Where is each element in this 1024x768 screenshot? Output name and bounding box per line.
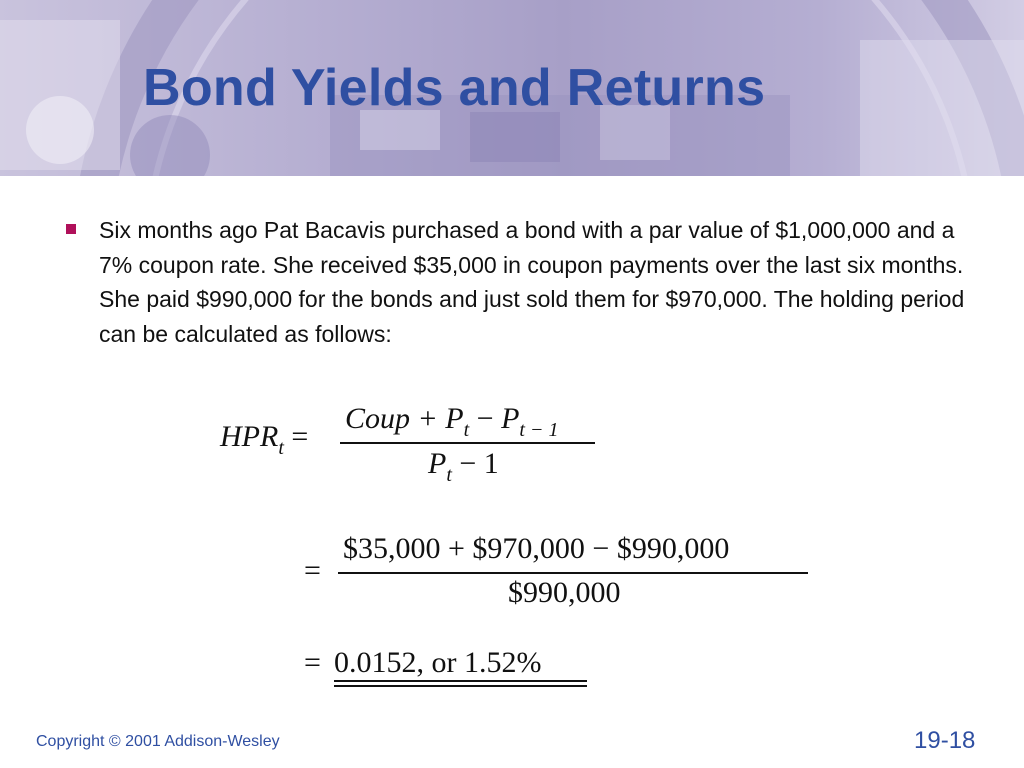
formula-lhs: $HPR_t$ = — [220, 420, 309, 459]
fraction-bar-2 — [338, 572, 808, 574]
formula-line3-equals: = — [304, 646, 321, 679]
formula-line2-numerator: $35,000 + $970,000 − $990,000 — [343, 532, 730, 565]
bullet-square-icon — [66, 224, 76, 234]
formula-result: 0.0152, or 1.52% — [334, 646, 542, 679]
result-underline-2 — [334, 685, 587, 687]
bullet-text: Six months ago Pat Bacavis purchased a bond with a par value of $1,000,000 and a 7% coupon rate. She received $35,000 in coupon payments over the last six months. She paid $990,000 for the bonds and just sold them for $970,000. The holding period can be calculated as follows: — [99, 217, 965, 347]
slide-title: Bond Yields and Returns — [143, 59, 766, 117]
footer-copyright: Copyright © 2001 Addison-Wesley — [36, 733, 280, 750]
formula-line1-numerator: Coup + $P_t - P_{t - 1}$ — [345, 402, 559, 441]
formula-line2-equals: = — [304, 554, 321, 587]
formula-line2-denominator: $990,000 — [508, 576, 621, 609]
result-underline-1 — [334, 680, 587, 682]
fraction-bar-1 — [340, 442, 595, 444]
formula-line1-denominator: $P_t - 1$ — [428, 447, 499, 486]
page-number: 19-18 — [914, 727, 976, 754]
